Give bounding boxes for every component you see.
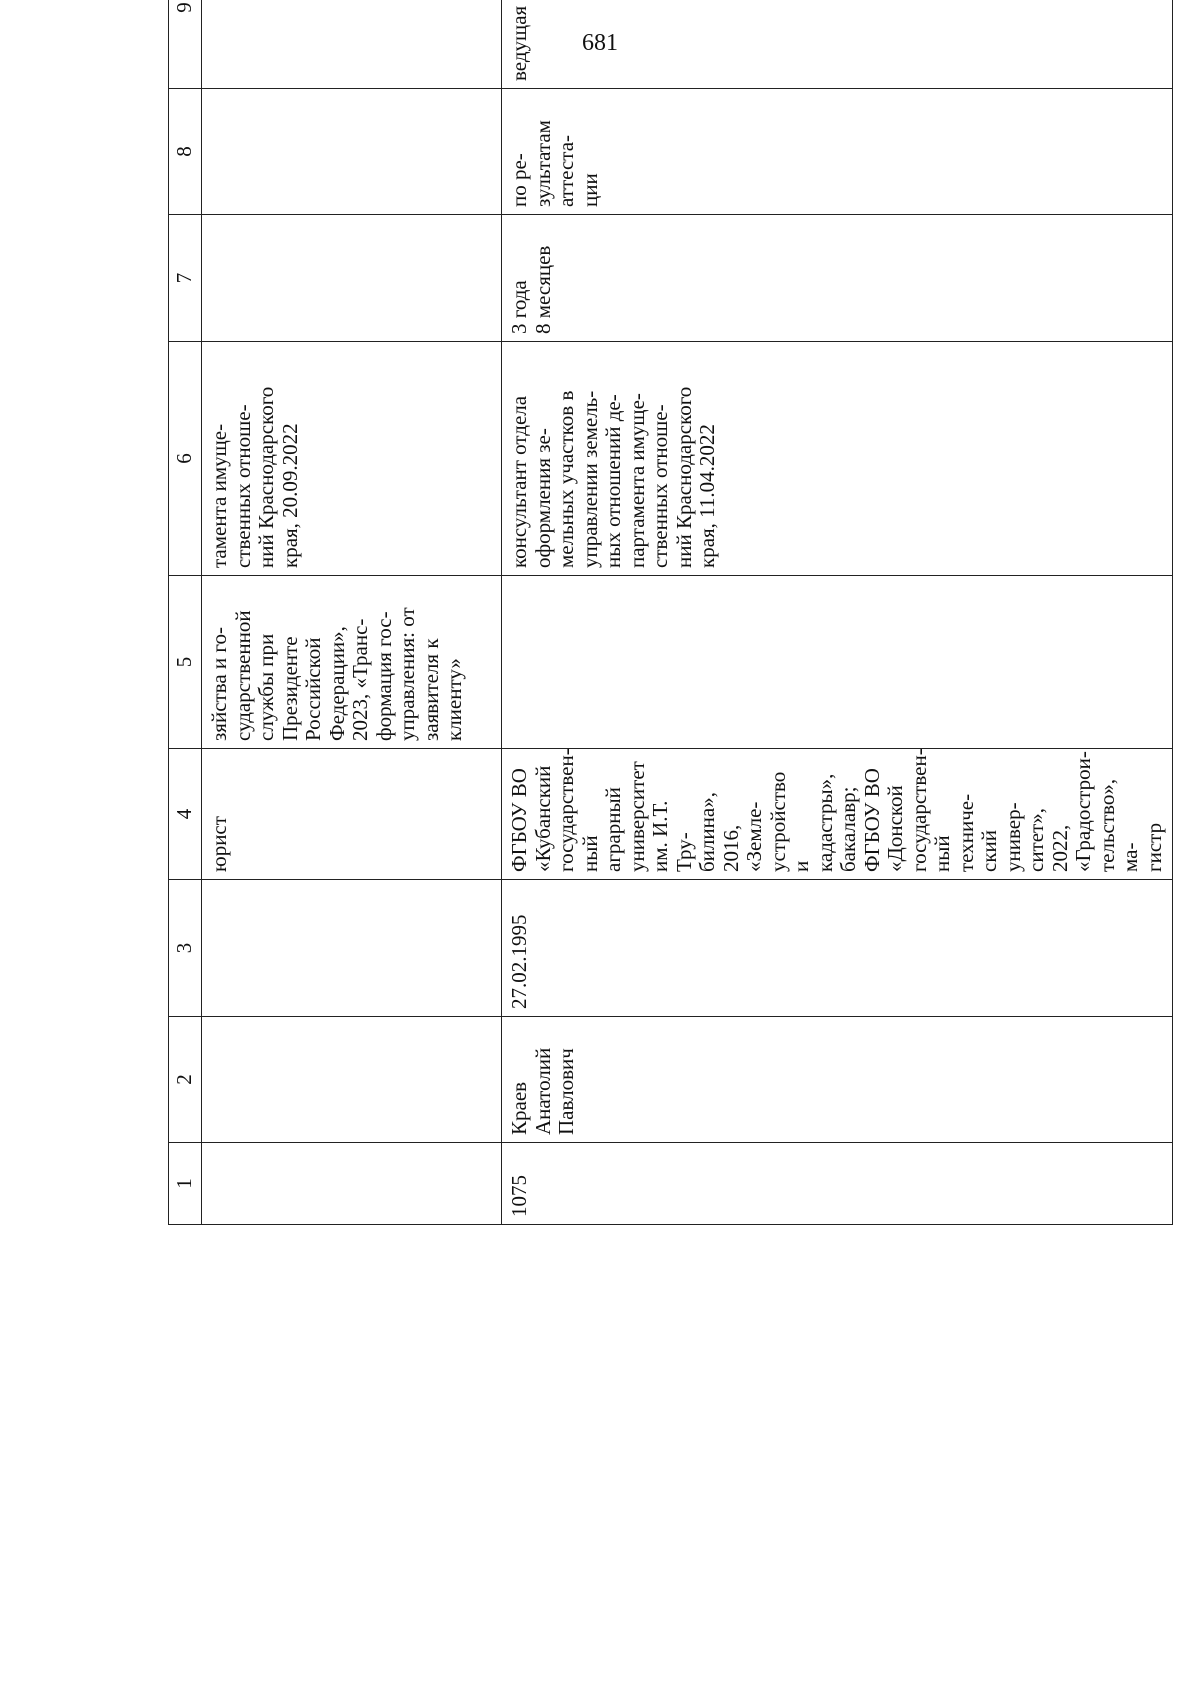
table-cell: [202, 215, 502, 342]
table-cell: [202, 1143, 502, 1225]
cell-text: ФГБОУ ВО «Кубанский государствен- ный аграрный университет им. И.Т. Тру- билина», 2016, «Земле- устройство и кадастры», бакалавр; ФГБОУ ВО «Донской государствен- ный техниче- ский универ- ситет», 2022, «Градострои- тельство», ма- гистр: [507, 748, 1166, 872]
column-number-8: 8: [169, 89, 202, 215]
table-row: [502, 0, 1173, 1225]
column-number-7: 7: [169, 215, 202, 342]
education-cell: [502, 749, 1173, 880]
column-number-3: 3: [169, 880, 202, 1017]
table-cell: [202, 749, 502, 880]
column-number-9: 9: [169, 0, 202, 89]
register-table: [168, 0, 1173, 1225]
position-cell: [502, 342, 1173, 576]
table-row: [202, 0, 502, 1225]
service-length-cell: [502, 215, 1173, 342]
training-cell: [502, 576, 1173, 749]
page-number: 681: [582, 30, 618, 56]
cell-text: 1075: [507, 1175, 531, 1217]
column-number-6: 6: [169, 342, 202, 576]
cell-text: юрист: [207, 816, 231, 872]
cell-text: ведущая: [507, 5, 531, 81]
basis-cell: [502, 89, 1173, 215]
table-cell: [202, 1017, 502, 1143]
cell-text: зяйства и го- сударственной службы при Президенте Российской Федерации», 2023, «Транс- формация гос- управления: от заявителя к клиенту»: [207, 607, 467, 741]
record-number-cell: [502, 1143, 1173, 1225]
cell-text: консультант отдела оформления зе- мельных участков в управлении земель- ных отношений де- партамента имуще- ственных отноше- ний Краснодарского края, 11.04.2022: [507, 386, 720, 568]
group-cell: [502, 0, 1173, 89]
table-cell: [202, 880, 502, 1017]
table-cell: [202, 0, 502, 89]
header-row: [169, 0, 202, 1225]
cell-text: по ре- зультатам аттеста- ции: [507, 120, 602, 207]
full-name-cell: [502, 1017, 1173, 1143]
cell-text: Краев Анатолий Павлович: [507, 1047, 579, 1135]
column-number-1: 1: [169, 1143, 202, 1225]
birth-date-cell: [502, 880, 1173, 1017]
table-cell: [202, 342, 502, 576]
cell-text: 3 года 8 месяцев: [507, 245, 555, 334]
cell-text: 27.02.1995: [507, 914, 531, 1009]
table-cell: [202, 576, 502, 749]
column-number-2: 2: [169, 1017, 202, 1143]
column-number-4: 4: [169, 749, 202, 880]
table-cell: [202, 89, 502, 215]
column-number-5: 5: [169, 576, 202, 749]
cell-text: тамента имуще- ственных отноше- ний Краснодарского края, 20.09.2022: [207, 386, 302, 568]
